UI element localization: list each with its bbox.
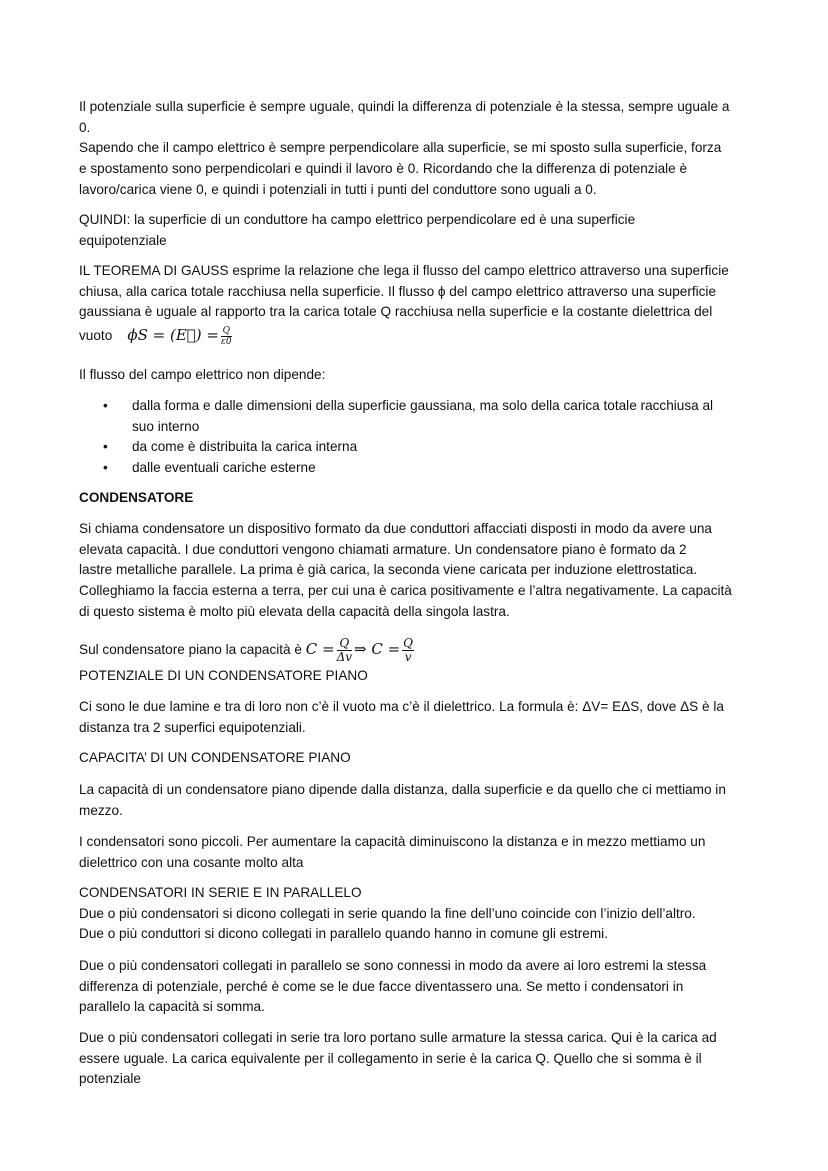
text-line: IL TEOREMA DI GAUSS esprime la relazione che lega il flusso del campo elettrico attraverso una superficie	[79, 263, 729, 278]
text-line: gaussiana è uguale al rapporto tra la carica totale Q racchiusa nella superficie e la costante dielettrica del	[79, 304, 713, 320]
paragraph-capacita-piano	[79, 780, 779, 821]
list-item	[79, 437, 779, 458]
text-line: mezzo.	[79, 802, 123, 818]
bullet-icon: •	[103, 398, 108, 413]
text-line: CONDENSATORI IN SERIE E IN PARALLELO	[79, 885, 362, 900]
text-line: chiusa, alla carica totale racchiusa nella superficie. Il flusso ϕ del campo elettrico attraverso una superficie	[79, 283, 717, 299]
gauss-formula-lhs: ϕS = (E⃗) =	[127, 326, 219, 345]
text-line: e spostamento sono perpendicolari e quindi il lavoro è 0. Ricordando che la differenza di potenziale è	[79, 161, 688, 177]
list-item-text: da come è distribuita la carica interna	[132, 439, 358, 455]
paragraph-condensatore	[79, 519, 779, 623]
text-line: distanza tra 2 superfici equipotenziali.	[79, 719, 306, 735]
paragraph-capacita-formula	[79, 636, 779, 664]
heading-text: CAPACITA’ DI UN CONDENSATORE PIANO	[79, 750, 351, 765]
text-line: lavoro/carica viene 0, e quindi i potenziali in tutti i punti del conduttore sono uguali a 0.	[79, 181, 597, 197]
gauss-den: ε0	[220, 336, 232, 347]
gauss-last-word: vuoto	[79, 328, 113, 344]
heading-condensatore	[79, 488, 779, 509]
heading-potenziale	[79, 666, 779, 687]
text-line: QUINDI: la superficie di un conduttore ha campo elettrico perpendicolare ed è una superficie	[79, 212, 636, 227]
text-line: Si chiama condensatore un dispositivo formato da due conduttori affacciati disposti in modo da avere una	[79, 521, 712, 536]
heading-text: POTENZIALE DI UN CONDENSATORE PIANO	[79, 668, 368, 683]
text-line: 0.	[79, 119, 91, 135]
capacita-text: Sul condensatore piano la capacità è	[79, 642, 302, 657]
text-line: di questo sistema è molto più elevata della capacità della singola lastra.	[79, 603, 510, 619]
text-line: dielettrico con una cosante molto alta	[79, 854, 304, 870]
paragraph-potenziale-superficie	[79, 97, 779, 201]
text-line: differenza di potenziale, perché è come se le due facce diventassero una. Se metto i condensatori in	[79, 978, 684, 994]
formula-arrow: ⇒ C =	[354, 640, 401, 658]
text-line: potenziale	[79, 1071, 141, 1087]
heading-text: CONDENSATORE	[79, 490, 194, 505]
heading-capacita	[79, 748, 779, 769]
text-line: Due o più condensatori collegati in parallelo se sono connessi in modo da avere ai loro estremi la stessa	[79, 958, 707, 973]
gauss-formula	[127, 325, 233, 347]
bullet-list	[79, 396, 779, 479]
bullet-icon: •	[103, 460, 108, 476]
text-line: Ci sono le due lamine e tra di loro non c’è il vuoto ma c’è il dielettrico. La formula è: ΔV= EΔS, dove ΔS è la	[79, 699, 724, 714]
paragraph-serie	[79, 1028, 779, 1090]
text-line: Due o più conduttori si dicono collegati in parallelo quando hanno in comune gli estremi.	[79, 926, 608, 942]
text-line: parallelo la capacità si somma.	[79, 999, 265, 1015]
formula-num1: Q	[337, 637, 352, 651]
list-item-text: dalle eventuali cariche esterne	[132, 460, 316, 476]
paragraph-dielettrico	[79, 697, 779, 738]
paragraph-parallelo	[79, 956, 779, 1018]
text-line: equipotenziale	[79, 232, 167, 248]
text-line: elevata capacità. I due conduttori vengono chiamati armature. Un condensatore piano è formato da 2	[79, 541, 687, 557]
paragraph-flusso	[79, 365, 779, 386]
paragraph-piccoli	[79, 832, 779, 873]
formula-c: C =	[305, 640, 335, 658]
bullet-icon: •	[103, 439, 108, 455]
text-line: lastre metalliche parallele. La prima è già carica, la seconda viene caricata per induzione elettrostatica.	[79, 562, 698, 578]
gauss-text	[79, 261, 779, 323]
paragraph-quindi	[79, 210, 779, 251]
text-line: I condensatori sono piccoli. Per aumentare la capacità diminuiscono la distanza e in mezzo mettiamo un	[79, 834, 706, 849]
text-line: Colleghiamo la faccia esterna a terra, per cui una è carica positivamente e l’altra negativamente. La capacità	[79, 583, 732, 599]
text-line: Il potenziale sulla superficie è sempre uguale, quindi la differenza di potenziale è la stessa, sempre uguale a	[79, 99, 730, 114]
formula-den2: v	[404, 649, 412, 664]
capacita-formula	[305, 635, 416, 664]
list-item-text: dalla forma e dalle dimensioni della superficie gaussiana, ma solo della carica totale racchiusa al	[132, 398, 714, 413]
text-line: Due o più condensatori collegati in serie tra loro portano sulle armature la stessa carica. Qui è la carica ad	[79, 1030, 717, 1045]
paragraph-teorema-gauss	[79, 261, 779, 347]
gauss-num: Q	[222, 325, 230, 336]
paragraph-serie-parallelo	[79, 883, 779, 945]
text-line: La capacità di un condensatore piano dipende dalla distanza, dalla superficie e da quello che ci mettiamo in	[79, 782, 726, 797]
formula-den1: Δv	[336, 649, 353, 664]
text-line: Sapendo che il campo elettrico è sempre perpendicolare alla superficie, se mi sposto sulla superficie, forza	[79, 140, 722, 156]
text-line: Il flusso del campo elettrico non dipende:	[79, 367, 326, 382]
gauss-last-line	[79, 323, 779, 347]
text-line: essere uguale. La carica equivalente per il collegamento in serie è la carica Q. Quello che si somma è il	[79, 1050, 702, 1066]
list-item	[79, 396, 779, 437]
formula-num2: Q	[403, 635, 414, 650]
text-line: Due o più condensatori si dicono collegati in serie quando la fine dell’uno coincide con l’inizio dell’altro.	[79, 905, 696, 921]
list-item-text: suo interno	[132, 418, 200, 434]
list-item	[79, 458, 779, 479]
